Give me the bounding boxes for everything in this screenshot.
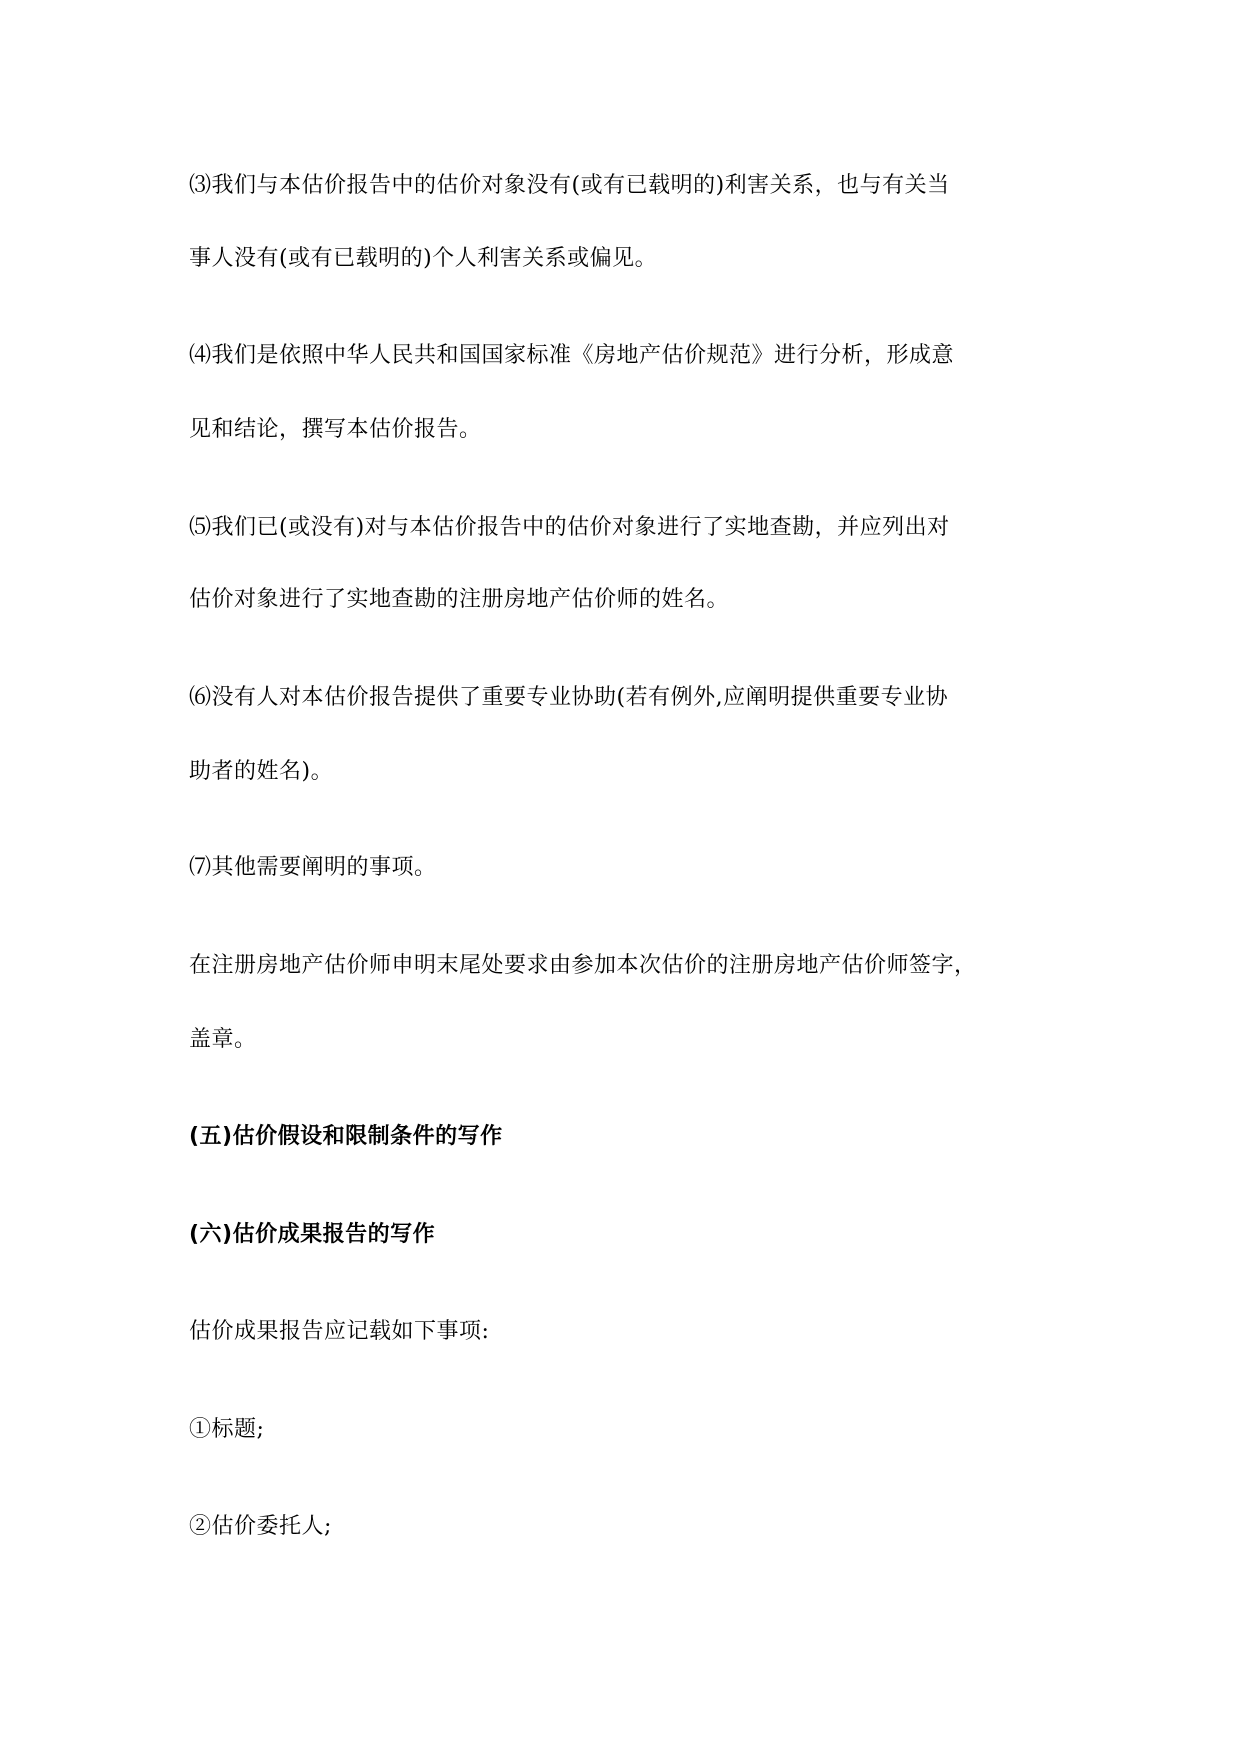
paragraph-4-line-1: ⑷我们是依照中华人民共和国国家标准《房地产估价规范》进行分析，形成意 <box>189 343 955 368</box>
paragraph-5-line-2: 估价对象进行了实地查勘的注册房地产估价师的姓名。 <box>189 587 730 612</box>
paragraph-3-line-1: ⑶我们与本估价报告中的估价对象没有(或有已载明的)利害关系，也与有关当 <box>189 173 950 198</box>
section-heading-6: (六)估价成果报告的写作 <box>189 1222 436 1247</box>
signature-note-line-1: 在注册房地产估价师申明末尾处要求由参加本次估价的注册房地产估价师签字， <box>189 953 977 978</box>
paragraph-6-line-1: ⑹没有人对本估价报告提供了重要专业协助(若有例外,应阐明提供重要专业协 <box>189 685 949 710</box>
section-intro: 估价成果报告应记载如下事项: <box>189 1319 490 1344</box>
paragraph-3-line-2: 事人没有(或有已载明的)个人利害关系或偏见。 <box>189 246 658 271</box>
signature-note-line-2: 盖章。 <box>189 1027 257 1052</box>
paragraph-5-line-1: ⑸我们已(或没有)对与本估价报告中的估价对象进行了实地查勘，并应列出对 <box>189 515 950 540</box>
paragraph-4-line-2: 见和结论，撰写本估价报告。 <box>189 417 482 442</box>
paragraph-7: ⑺其他需要阐明的事项。 <box>189 855 437 880</box>
list-item-title: ①标题; <box>189 1417 265 1442</box>
list-item-client: ②估价委托人; <box>189 1514 332 1539</box>
section-heading-5: (五)估价假设和限制条件的写作 <box>189 1124 503 1149</box>
paragraph-6-line-2: 助者的姓名)。 <box>189 759 334 784</box>
